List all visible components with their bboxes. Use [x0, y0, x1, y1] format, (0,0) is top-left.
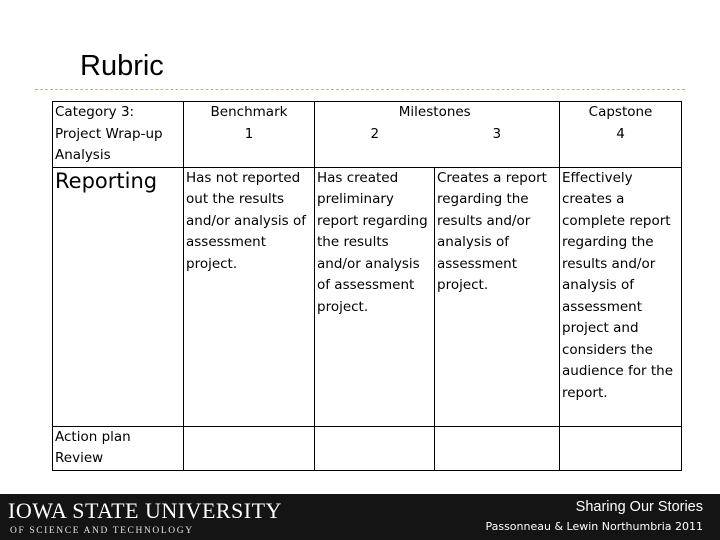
- action-plan-label: Action plan: [55, 428, 131, 445]
- rubric-table: [52, 101, 682, 471]
- capstone-label: Capstone: [588, 104, 653, 120]
- milestone-2-level: 2: [370, 125, 380, 142]
- milestone-3-level: 3: [492, 125, 502, 142]
- category-label: Category 3:: [55, 104, 135, 120]
- benchmark-level: 1: [244, 125, 254, 142]
- level-3-description: Creates a report regarding the results and/or analysis of assessment project.: [435, 167, 560, 426]
- reporting-label: Reporting: [53, 167, 184, 426]
- category-header-cell: [53, 102, 184, 146]
- milestone-2-header-cell: [315, 102, 471, 146]
- title-divider: [35, 89, 685, 90]
- capstone-level: 4: [616, 125, 625, 142]
- university-subtitle: OF SCIENCE AND TECHNOLOGY: [10, 526, 194, 536]
- analysis-cell: [53, 145, 184, 167]
- analysis-row: [53, 145, 682, 167]
- header-row: [53, 102, 682, 146]
- reporting-row: [53, 167, 682, 426]
- university-logo: IOWA STATE UNIVERSITY: [8, 498, 282, 523]
- review-label: Review: [55, 450, 104, 466]
- analysis-label: Analysis: [55, 147, 111, 163]
- footer-credit: Passonneau & Lewin Northumbria 2011: [485, 520, 703, 533]
- action-plan-row: [53, 426, 682, 470]
- footer-bar: [0, 494, 720, 540]
- capstone-header-cell: [560, 102, 682, 146]
- milestones-label: Milestones: [398, 104, 471, 120]
- footer-tagline: Sharing Our Stories: [575, 499, 703, 515]
- category-name: Project Wrap-up: [55, 125, 163, 142]
- slide-title: Rubric: [80, 50, 164, 82]
- level-2-description: Has created preliminary report regarding the results and/or analysis of assessment project.: [315, 167, 435, 426]
- action-plan-cell: [53, 426, 184, 470]
- benchmark-header-cell: [184, 102, 315, 146]
- benchmark-label: Benchmark: [210, 104, 288, 120]
- level-1-description: Has not reported out the results and/or analysis of assessment project.: [184, 167, 315, 426]
- level-4-description: Effectively creates a complete report regarding the results and/or analysis of assessment project and considers the audience for the report.: [560, 167, 682, 426]
